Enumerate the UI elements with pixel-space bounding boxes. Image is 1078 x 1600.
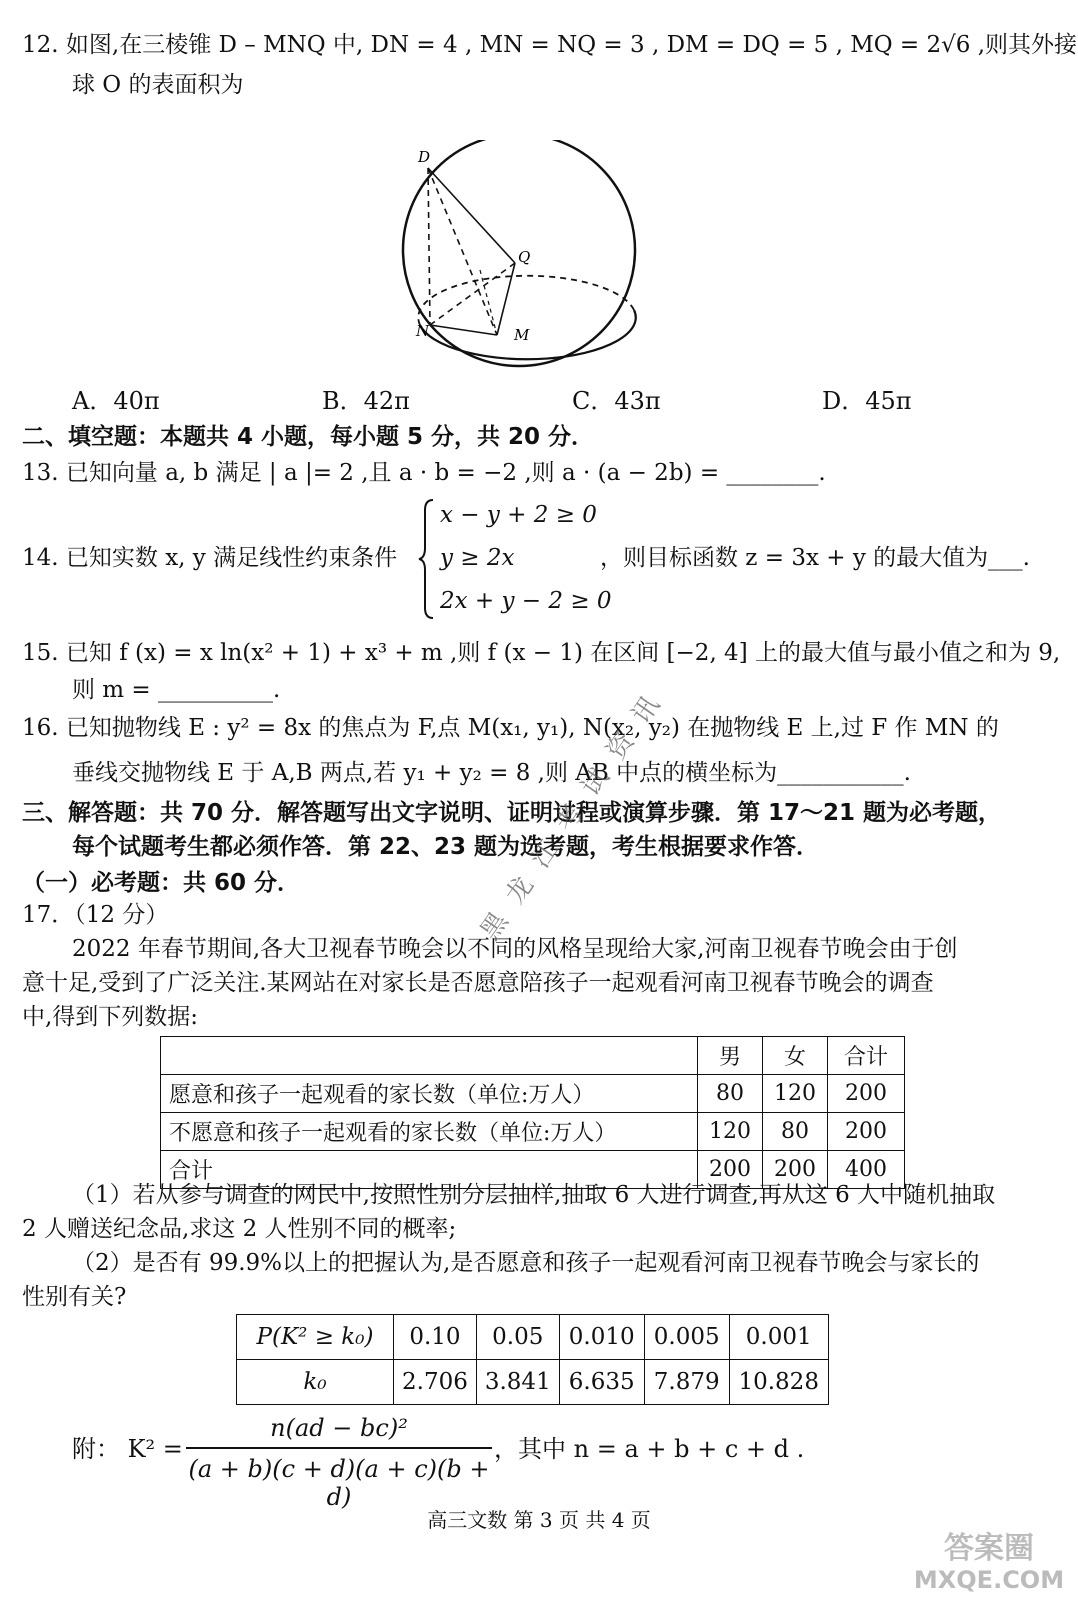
table-cell: 愿意和孩子一起观看的家长数（单位:万人） bbox=[161, 1075, 698, 1113]
choice-d-value: 45π bbox=[865, 387, 912, 415]
q17-s1b: 2 人赠送纪念品,求这 2 人性别不同的概率; bbox=[22, 1216, 457, 1242]
q14-brace bbox=[417, 498, 437, 620]
section2-heading: 二、填空题：本题共 4 小题，每小题 5 分，共 20 分． bbox=[22, 424, 595, 450]
q17-s2b: 性别有关? bbox=[22, 1284, 127, 1310]
choice-c bbox=[572, 386, 661, 416]
q17-p1: 2022 年春节期间,各大卫视春节晚会以不同的风格呈现给大家,河南卫视春节晚会由于创 bbox=[72, 936, 958, 962]
label-N: N bbox=[416, 322, 430, 340]
table-cell: 2.706 bbox=[394, 1360, 477, 1405]
choice-b bbox=[322, 386, 410, 416]
label-Q: Q bbox=[518, 248, 531, 266]
logo-top: 答案圈 bbox=[944, 1531, 1034, 1566]
q17-head: 17．（12 分） bbox=[22, 902, 169, 928]
formula-suffix: ，其中 n = a + b + c + d . bbox=[494, 1435, 805, 1463]
table-row bbox=[237, 1315, 829, 1360]
watermark: 黑龙江考试资讯 bbox=[474, 676, 677, 946]
table-cell: 200 bbox=[698, 1151, 763, 1189]
choice-a-value: 40π bbox=[113, 387, 160, 415]
table-cell: k₀ bbox=[237, 1360, 394, 1405]
table-cell: P(K² ≥ k₀) bbox=[237, 1315, 394, 1360]
table-cell: 0.10 bbox=[394, 1315, 477, 1360]
table-row bbox=[161, 1075, 905, 1113]
table-cell: 7.879 bbox=[644, 1360, 729, 1405]
table-cell: 400 bbox=[828, 1151, 905, 1189]
q17-s1a: （1）若从参与调查的网民中,按照性别分层抽样,抽取 6 人进行调查,再从这 6 人中随机抽取 bbox=[72, 1182, 996, 1208]
table-cell bbox=[161, 1037, 698, 1075]
table-cell: 120 bbox=[698, 1113, 763, 1151]
table-cell: 0.05 bbox=[476, 1315, 559, 1360]
fraction-bar bbox=[186, 1447, 492, 1449]
q12-line2: 球 O 的表面积为 bbox=[72, 72, 244, 98]
logo-bottom: MXQE.COM bbox=[913, 1566, 1065, 1594]
q14-suffix: ，则目标函数 z = 3x + y 的最大值为___. bbox=[600, 545, 1030, 571]
page-footer: 高三文数 第 3 页 共 4 页 bbox=[427, 1508, 651, 1532]
section3-line1: 三、解答题：共 70 分．解答题写出文字说明、证明过程或演算步骤．第 17～21 题为必考题， bbox=[22, 800, 1002, 826]
table-cell: 0.010 bbox=[559, 1315, 644, 1360]
label-D: D bbox=[418, 148, 431, 166]
sphere-pyramid-figure bbox=[390, 140, 650, 380]
site-logo bbox=[904, 1532, 1074, 1594]
table-cell: 6.635 bbox=[559, 1360, 644, 1405]
q16-line1: 16. 已知抛物线 E : y² = 8x 的焦点为 F,点 M(x₁, y₁), N(x₂, y₂) 在抛物线 E 上,过 F 作 MN 的 bbox=[22, 715, 999, 741]
table-cell: 120 bbox=[763, 1075, 828, 1113]
table-header-male: 男 bbox=[698, 1037, 763, 1075]
choice-d-label: D． bbox=[822, 387, 866, 415]
section3-sub: （一）必考题：共 60 分． bbox=[22, 870, 301, 896]
q13-text: 13. 已知向量 a, b 满足 | a |= 2 ,且 a · b = −2 ,则 a · (a − 2b) = ________. bbox=[22, 460, 826, 486]
table-cell: 200 bbox=[828, 1075, 905, 1113]
formula-numerator: n(ad − bc)² bbox=[270, 1414, 408, 1442]
choice-c-value: 43π bbox=[614, 387, 661, 415]
table-row bbox=[161, 1037, 905, 1075]
q14-constraint-1: x − y + 2 ≥ 0 bbox=[440, 502, 597, 528]
q17-p3: 中,得到下列数据: bbox=[22, 1004, 199, 1030]
label-M: M bbox=[514, 326, 530, 344]
formula-denominator: (a + b)(c + d)(a + c)(b + d) bbox=[188, 1455, 490, 1511]
q17-p2: 意十足,受到了广泛关注.某网站在对家长是否愿意陪孩子一起观看河南卫视春节晚会的调查 bbox=[22, 970, 934, 996]
table-header-total: 合计 bbox=[828, 1037, 905, 1075]
q17-s2a: （2）是否有 99.9%以上的把握认为,是否愿意和孩子一起观看河南卫视春节晚会与家长的 bbox=[72, 1250, 980, 1276]
table-header-female: 女 bbox=[763, 1037, 828, 1075]
table-cell: 10.828 bbox=[729, 1360, 828, 1405]
table-row bbox=[237, 1360, 829, 1405]
formula-prefix: 附： K² = bbox=[72, 1435, 183, 1463]
choice-c-label: C． bbox=[572, 387, 615, 415]
choice-a bbox=[72, 386, 160, 416]
table-cell: 200 bbox=[828, 1113, 905, 1151]
table-cell: 不愿意和孩子一起观看的家长数（单位:万人） bbox=[161, 1113, 698, 1151]
q15-line2: 则 m = __________. bbox=[72, 677, 281, 703]
q12-line1: 12. 如图,在三棱锥 D – MNQ 中, DN = 4 , MN = NQ = 3 , DM = DQ = 5 , MQ = 2√6 ,则其外接 bbox=[22, 32, 1078, 58]
choice-b-label: B． bbox=[322, 387, 364, 415]
table-cell: 0.005 bbox=[644, 1315, 729, 1360]
choice-d bbox=[822, 386, 912, 416]
table-cell: 3.841 bbox=[476, 1360, 559, 1405]
q14-constraint-2: y ≥ 2x bbox=[440, 545, 515, 571]
q14-constraint-3: 2x + y − 2 ≥ 0 bbox=[440, 588, 612, 614]
q16-line2: 垂线交抛物线 E 于 A,B 两点,若 y₁ + y₂ = 8 ,则 AB 中点的横坐标为___________. bbox=[72, 760, 911, 786]
table-cell: 80 bbox=[763, 1113, 828, 1151]
k-critical-table bbox=[236, 1314, 829, 1405]
q15-line1: 15. 已知 f (x) = x ln(x² + 1) + x³ + m ,则 f (x − 1) 在区间 [−2, 4] 上的最大值与最小值之和为 9, bbox=[22, 640, 1061, 666]
table-row bbox=[161, 1113, 905, 1151]
survey-table bbox=[160, 1036, 905, 1189]
table-cell: 合计 bbox=[161, 1151, 698, 1189]
table-cell: 0.001 bbox=[729, 1315, 828, 1360]
choice-a-label: A． bbox=[72, 387, 114, 415]
choice-b-value: 42π bbox=[363, 387, 410, 415]
section3-line2: 每个试题考生都必须作答．第 22、23 题为选考题，考生根据要求作答． bbox=[72, 834, 820, 860]
table-cell: 200 bbox=[763, 1151, 828, 1189]
q14-prefix: 14. 已知实数 x, y 满足线性约束条件 bbox=[22, 545, 398, 571]
table-cell: 80 bbox=[698, 1075, 763, 1113]
